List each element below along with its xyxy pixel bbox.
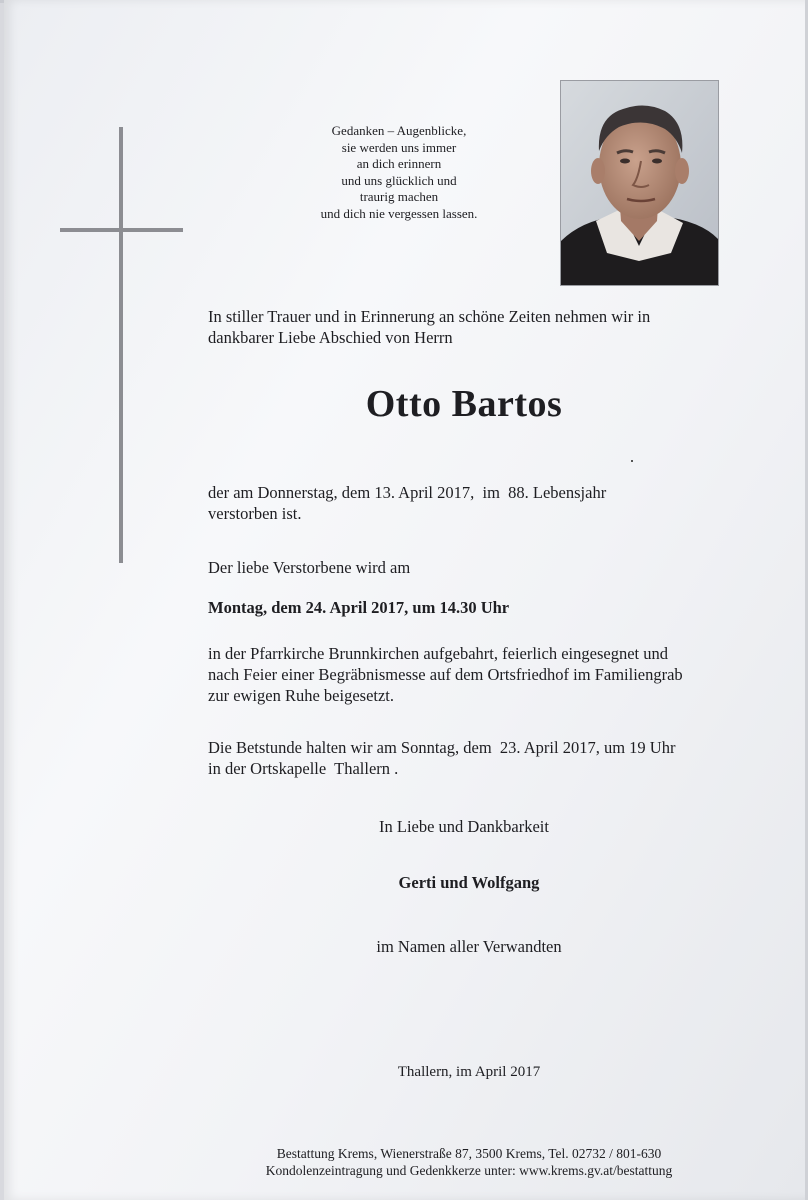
portrait-image [561, 81, 718, 285]
poem-line: traurig machen [359, 189, 439, 205]
family-names: Gerti und Wolfgang [398, 873, 540, 892]
funeral-details-line: in der Pfarrkirche Brunnkirchen aufgebahrt, feierlich eingesegnet und [208, 644, 668, 663]
funeral-details-line: nach Feier einer Begräbnismesse auf dem Ortsfriedhof im Familiengrab [208, 665, 683, 684]
funeral-details-line: zur ewigen Ruhe beigesetzt. [208, 686, 395, 705]
funeral-date-time: Montag, dem 24. April 2017, um 14.30 Uhr [208, 598, 510, 617]
prayer-hour-paragraph [208, 737, 748, 779]
death-notice-line: verstorben ist. [208, 504, 302, 523]
poem-line: Gedanken – Augenblicke, [331, 123, 467, 138]
memorial-poem [294, 123, 504, 223]
poem-line: und uns glücklich und [341, 172, 457, 188]
prayer-hour-line: in der Ortskapelle Thallern . [208, 759, 399, 778]
funeral-lead-text: Der liebe Verstorbene wird am [208, 558, 411, 577]
place-and-date: Thallern, im April 2017 [397, 1064, 541, 1080]
undertaker-footer [164, 1145, 774, 1179]
funeral-details-paragraph [208, 643, 748, 706]
death-notice-sheet [4, 0, 808, 1200]
portrait-photo [561, 81, 718, 285]
footer-condolence-line: Kondolenzeintragung und Gedenkkerze unter: www.krems.gv.at/bestattung [265, 1163, 673, 1178]
prayer-hour-line: Die Betstunde halten wir am Sonntag, dem 23. April 2017, um 19 Uhr [208, 738, 676, 757]
ink-speck [631, 460, 633, 462]
intro-line: dankbarer Liebe Abschied von Herrn [208, 328, 453, 347]
intro-line: In stiller Trauer und in Erinnerung an schöne Zeiten nehmen wir in [208, 307, 651, 326]
poem-line: sie werden uns immer [341, 139, 457, 155]
death-notice-paragraph [208, 482, 728, 524]
poem-line: an dich erinnern [356, 156, 442, 172]
deceased-name: Otto Bartos [365, 383, 563, 425]
cross-horizontal-bar [60, 228, 183, 232]
closing-phrase: In Liebe und Dankbarkeit [379, 817, 549, 836]
poem-line: und dich nie vergessen lassen. [320, 205, 478, 221]
intro-paragraph [208, 306, 728, 348]
cross-vertical-bar [119, 127, 123, 563]
relatives-phrase: im Namen aller Verwandten [376, 937, 562, 956]
footer-contact-line: Bestattung Krems, Wienerstraße 87, 3500 Krems, Tel. 02732 / 801-630 [276, 1146, 662, 1161]
death-notice-line: der am Donnerstag, dem 13. April 2017, im 88. Lebensjahr [208, 483, 607, 502]
